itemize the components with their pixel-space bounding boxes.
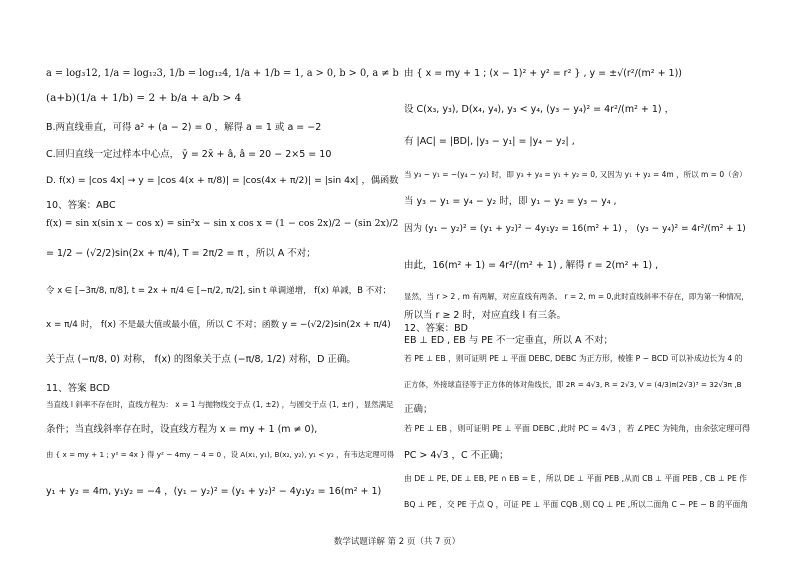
right-text-line: 正确； [404,404,433,415]
right-text-line: 若 PE ⊥ EB ，则可证明 PE ⊥ 平面 DEBC, DEBC 为正方形，棱锥 P − BCD 可以补成边长为 4 的 [404,354,743,363]
left-text-line: a = log₃12, 1/a = log₁₂3, 1/b = log₁₂4, 1/a + 1/b = 1, a > 0, b > 0, a ≠ b [46,68,399,79]
right-text-line: 由 { x = my + 1 ; (x − 1)² + y² = r² } , y = ±√(r²/(m² + 1)) [404,68,683,79]
left-text-line: (a+b)(1/a + 1/b) = 2 + b/a + a/b > 4 [46,92,242,104]
left-text-line: f(x) = sin x(sin x − cos x) = sin²x − sin x cos x = (1 − cos 2x)/2 − (sin 2x)/2 [46,218,399,229]
left-text-line: 关于点 (−π/8, 0) 对称， f(x) 的图象关于点 (−π/8, 1/2) 对称，D 正确。 [46,354,356,365]
right-text-line: 若 PE ⊥ EB ，则可证明 PE ⊥ 平面 DEBC ,此时 PC = 4√3 ，若 ∠PEC 为钝角，由余弦定理可得 [404,424,751,433]
left-text-line: x = π/4 时， f(x) 不是最大值或最小值，所以 C 不对；函数 y = −(√2/2)sin(2x + π/4) [46,320,391,330]
right-text-line: 正方体，外接球直径等于正方体的体对角线长，即 2R = 4√3, R = 2√3, V = (4/3)π(2√3)³ = 32√3π ,B [404,380,742,389]
left-text-line: 令 x ∈ [−3π/8, π/8], t = 2x + π/4 ∈ [−π/2, π/2], sin t 单调递增， f(x) 单减，B 不对； [46,286,392,296]
left-text-line: D. f(x) = |cos 4x| → y = |cos 4(x + π/8)| = |cos(4x + π/2)| = |sin 4x| ，偶函数 [46,175,399,186]
right-text-line: BQ ⊥ PE ，交 PE 于点 Q ，可证 PE ⊥ 平面 CQB ,则 CQ ⊥ PE ,所以二面角 C − PE − B 的平面角 [404,500,749,509]
right-text-line: EB ⊥ ED , EB 与 PE 不一定垂直，所以 A 不对； [404,335,614,346]
right-text-line: 12、答案：BD [404,323,468,334]
right-text-line: 由此，16(m² + 1) = 4r²/(m² + 1) , 解得 r = 2(m² + 1) , [404,260,659,271]
left-text-line: y₁ + y₂ = 4m, y₁y₂ = −4 ，(y₁ − y₂)² = (y₁ + y₂)² − 4y₁y₂ = 16(m² + 1) [46,486,382,497]
left-text-line: C.回归直线一定过样本中心点， ȳ = 2x̄ + â, â = 20 − 2×5 = 10 [46,149,332,160]
left-text-line: 当直线 l 斜率不存在时，直线方程为： x = 1 与抛物线交于点 (1, ±2) ，与圆交于点 (1, ±r) ，显然满足 [46,400,394,409]
right-text-line: 设 C(x₃, y₃), D(x₄, y₄), y₃ < y₄, (y₃ − y₄)² = 4r²/(m² + 1) ， [404,104,675,115]
right-text-line: 所以当 r ≥ 2 时，对应直线 l 有三条。 [404,310,567,321]
left-text-line: B.两直线垂直，可得 a² + (a − 2) = 0 ，解得 a = 1 或 a = −2 [46,122,322,133]
left-text-line: 11、答案 BCD [46,383,110,394]
right-text-line: 有 |AC| = |BD|, |y₃ − y₁| = |y₄ − y₂| , [404,136,575,147]
right-text-line: 当 y₃ − y₁ = −(y₄ − y₂) 时，即 y₃ + y₄ = y₁ + y₂ = 0, 又因为 y₁ + y₂ = 4m ，所以 m = 0（舍） [404,170,747,179]
right-text-line: PC > 4√3 ，C 不正确； [404,450,509,461]
left-text-line: 10、答案：ABC [46,200,116,211]
right-text-line: 当 y₃ − y₁ = y₄ − y₂ 时，即 y₁ − y₂ = y₃ − y₄ , [404,196,617,207]
left-text-line: 由 { x = my + 1 ; y² = 4x } 得 y² − 4my − 4 = 0 ，设 A(x₁, y₁), B(x₂, y₂), y₁ < y₂ ，有韦达定理可得 [46,450,395,459]
right-text-line: 显然，当 r > 2 , m 有两解，对应直线有两条。 r = 2, m = 0,此时直线斜率不存在，即为第一种情况， [404,292,749,301]
left-text-line: 条件；当直线斜率存在时，设直线方程为 x = my + 1 (m ≠ 0), [46,424,318,435]
page-footer: 数学试题详解 第 2 页（共 7 页） [333,537,461,547]
right-text-line: 由 DE ⊥ PE, DE ⊥ EB, PE ∩ EB = E ，所以 DE ⊥ 平面 PEB ,从而 CB ⊥ 平面 PEB , CB ⊥ PE 作 [404,474,747,483]
right-text-line: 因为 (y₁ − y₂)² = (y₁ + y₂)² − 4y₁y₂ = 16(m² + 1) ， (y₃ − y₄)² = 4r²/(m² + 1) [404,224,746,234]
left-text-line: = 1/2 − (√2/2)sin(2x + π/4), T = 2π/2 = π ，所以 A 不对； [46,248,316,259]
